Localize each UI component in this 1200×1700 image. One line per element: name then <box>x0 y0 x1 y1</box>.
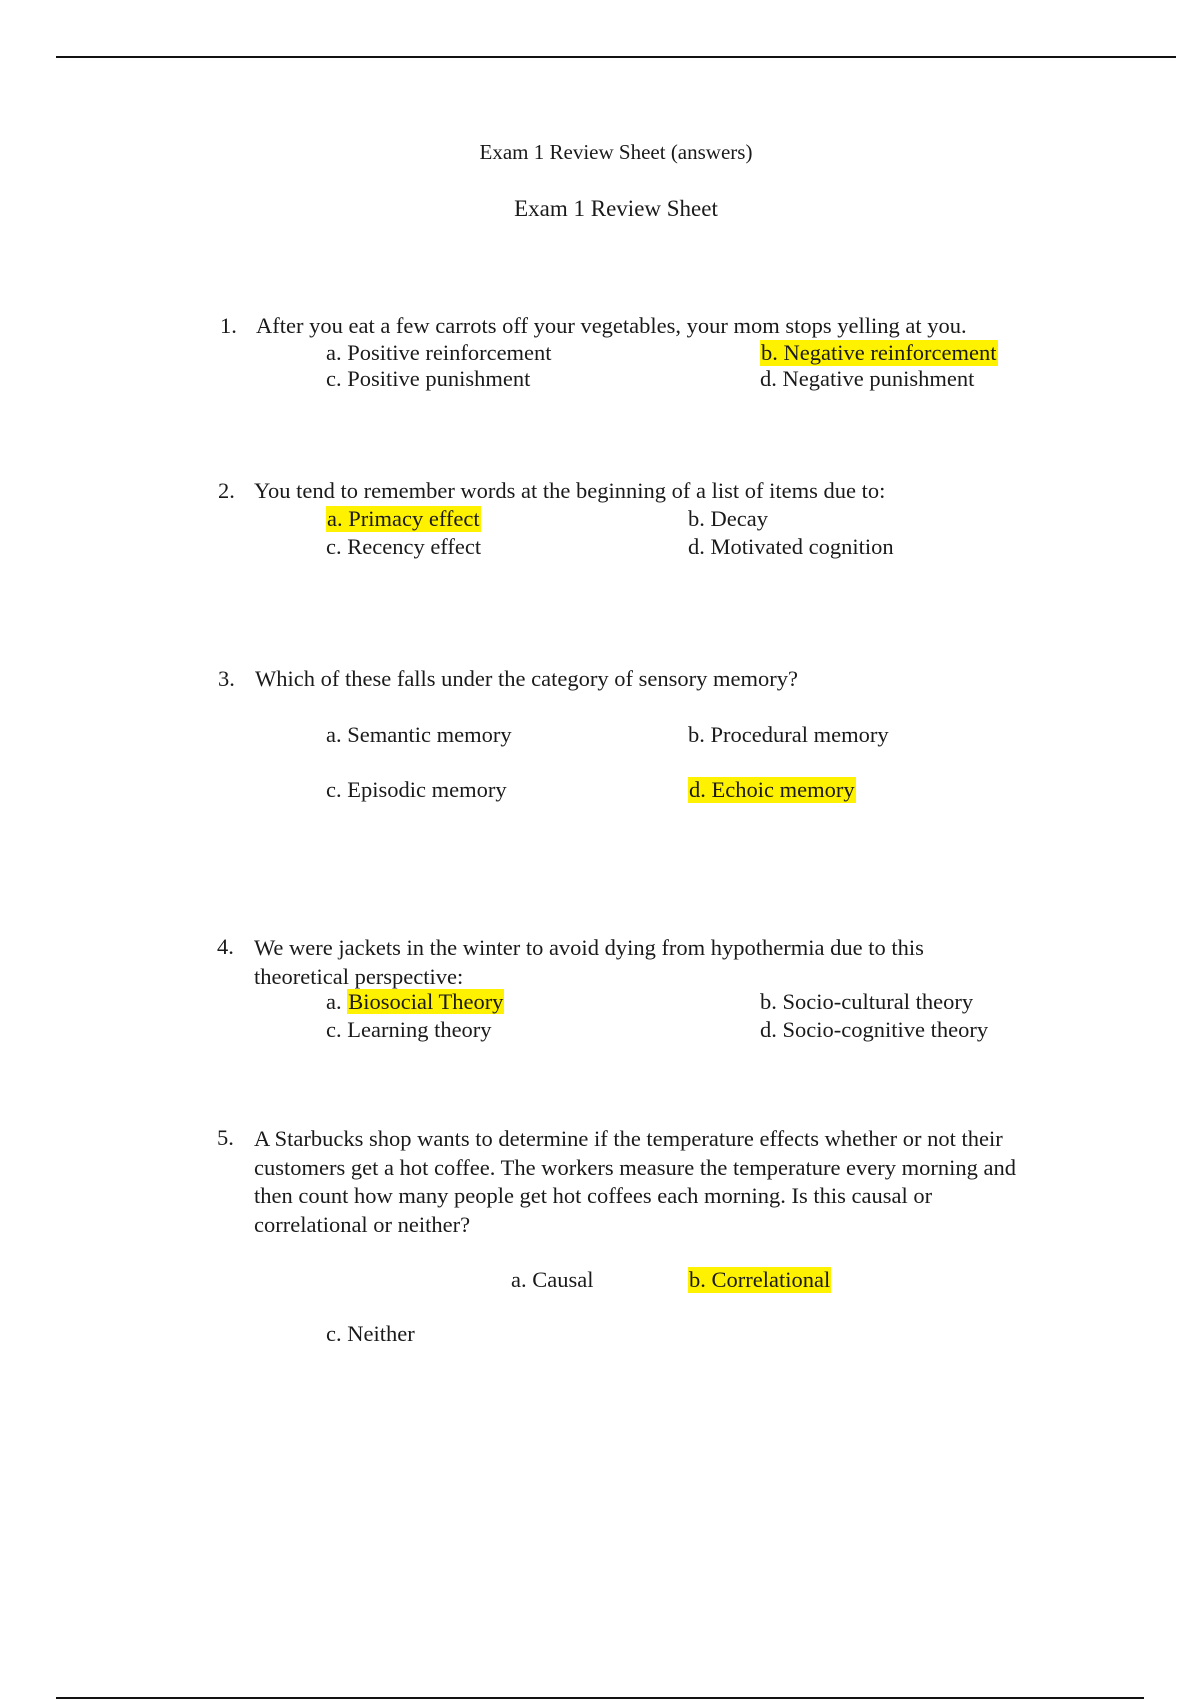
question-text: We were jackets in the winter to avoid dying from hypothermia due to this theoretical perspective: <box>254 935 924 989</box>
option-b: b. Procedural memory <box>688 722 889 747</box>
option-d: d. Socio-cognitive theory <box>760 1017 989 1042</box>
option-c: c. Recency effect <box>326 534 482 559</box>
option-c: c. Positive punishment <box>326 366 531 391</box>
option-d: d. Motivated cognition <box>688 534 894 559</box>
header-title: Exam 1 Review Sheet (answers) <box>479 140 753 164</box>
question-text: A Starbucks shop wants to determine if the temperature effects whether or not their customers get a hot coffee. The workers measure the temperature every morning and then count how many people get hot coffees each morning. Is this causal or correlational or neither? <box>254 1126 1017 1237</box>
option-b-correct: b. Negative reinforcement <box>761 340 997 365</box>
option-d: d. Negative punishment <box>760 366 975 391</box>
sheet-title: Exam 1 Review Sheet <box>514 196 718 221</box>
option-b: b. Decay <box>688 506 768 531</box>
question-number: 2. <box>218 478 235 503</box>
question-number: 1. <box>220 313 237 338</box>
bottom-rule <box>56 1697 1144 1699</box>
option-b-correct: b. Correlational <box>689 1267 831 1292</box>
option-a-correct: a. Primacy effect <box>327 506 480 531</box>
option-a-correct: Biosocial Theory <box>348 989 504 1014</box>
option-c: c. Episodic memory <box>326 777 507 802</box>
question-text: After you eat a few carrots off your vegetables, your mom stops yelling at you. <box>256 313 967 338</box>
option-a: a. Semantic memory <box>326 722 512 747</box>
option-c: c. Learning theory <box>326 1017 492 1042</box>
option-b: b. Socio-cultural theory <box>760 989 974 1014</box>
option-a: a. Causal <box>511 1267 594 1292</box>
top-rule <box>56 56 1176 58</box>
option-a <box>326 989 504 1015</box>
question-number: 3. <box>218 666 235 691</box>
question-number: 5. <box>217 1125 234 1150</box>
option-d-correct: d. Echoic memory <box>689 777 855 802</box>
option-c: c. Neither <box>326 1321 415 1346</box>
option-a: a. Positive reinforcement <box>326 340 552 365</box>
question-text: Which of these falls under the category of sensory memory? <box>255 666 798 691</box>
question-text: You tend to remember words at the beginning of a list of items due to: <box>254 478 886 503</box>
option-a-prefix: a. <box>326 989 342 1014</box>
question-number: 4. <box>217 934 234 959</box>
